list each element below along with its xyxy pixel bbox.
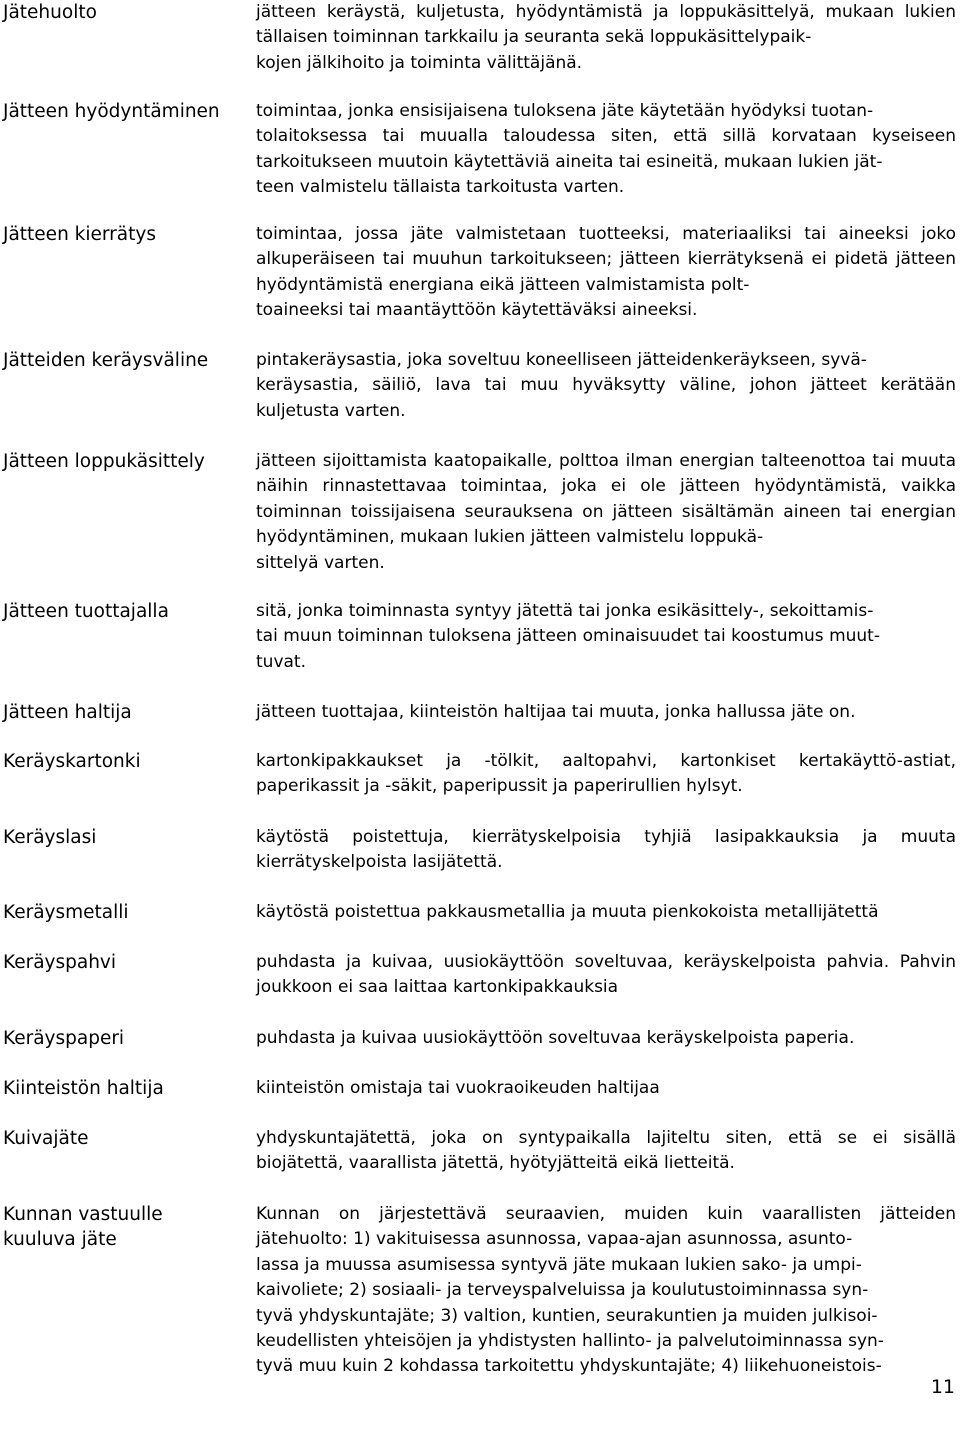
term-label: Keräyspahvi [3, 952, 117, 973]
term-label: Jätteen kierrätys [3, 224, 156, 245]
term-label: Jätehuolto [3, 2, 97, 23]
term-label: Keräyskartonki [3, 751, 141, 772]
term-label: Jätteen haltija [3, 702, 132, 723]
term-label: Keräysmetalli [3, 902, 129, 923]
term-definition: käytöstä poistettuja, kierrätyskelpoisia tyhjiä lasipakkauksia ja muuta kierrätyskelpoista lasijätettä. [256, 827, 956, 873]
term-definition: toimintaa, jonka ensisijaisena tuloksena jäte käytetään hyödyksi tuotan- tolaitoksessa tai muualla taloudessa siten, että sillä korvataan kyseiseen tarkoitukseen muutoin käytettäviä aineita tai esineitä, mukaan lukien jät- teen valmistelu tällaista tarkoitusta varten. [256, 101, 956, 198]
term-definition: jätteen sijoittamista kaatopaikalle, polttoa ilman energian talteenottoa tai muuta näihin rinnastettavaa toimintaa, joka ei ole jätteen hyödyntämistä, vaikka toiminnan toissijaisena seurauksena on jätteen sisältämän aineen tai energian hyödyntäminen, mukaan lukien jätteen valmistelu loppukä- sittelyä varten. [256, 451, 956, 573]
term-definition: puhdasta ja kuivaa uusiokäyttöön soveltuvaa keräyskelpoista paperia. [256, 1028, 855, 1048]
term-definition: kiinteistön omistaja tai vuokraoikeuden haltijaa [256, 1078, 660, 1098]
term-definition: pintakeräysastia, joka soveltuu koneelliseen jätteidenkeräykseen, syvä- keräysastia, säiliö, lava tai muu hyväksytty väline, johon jätteet kerätään kuljetusta varten. [256, 350, 956, 421]
term-label: Jätteen tuottajalla [3, 601, 169, 622]
term-definition: yhdyskuntajätettä, joka on syntypaikalla lajiteltu siten, että se ei sisällä biojätettä, vaarallista jätettä, hyötyjätteitä eikä lietteitä. [256, 1128, 956, 1174]
term-label: Keräyslasi [3, 827, 97, 848]
term-definition: jätteen keräystä, kuljetusta, hyödyntämistä ja loppukäsittelyä, mukaan lukien tällaisen toiminnan tarkkailu ja seuranta sekä loppukäsittelypaik- kojen jälkihoito ja toiminta välittäjänä. [256, 2, 956, 73]
term-label: Keräyspaperi [3, 1028, 125, 1049]
term-definition: puhdasta ja kuivaa, uusiokäyttöön soveltuvaa, keräyskelpoista pahvia. Pahvin joukkoon ei saa laittaa kartonkipakkauksia [256, 952, 956, 998]
term-definition: kartonkipakkaukset ja -tölkit, aaltopahvi, kartonkiset kertakäyttö-astiat, paperikassit ja -säkit, paperipussit ja paperirullien hylsyt. [256, 751, 956, 797]
term-definition: sitä, jonka toiminnasta syntyy jätettä tai jonka esikäsittely-, sekoittamis- tai muun toiminnan tuloksena jätteen ominaisuudet tai koostumus muut- tuvat. [256, 601, 880, 672]
term-definition: käytöstä poistettua pakkausmetallia ja muuta pienkokoista metallijätettä [256, 902, 879, 922]
term-label: Jätteen hyödyntäminen [3, 101, 220, 122]
page-number: 11 [930, 1376, 955, 1398]
term-label: Jätteiden keräysväline [3, 350, 209, 371]
term-definition: jätteen tuottajaa, kiinteistön haltijaa tai muuta, jonka hallussa jäte on. [256, 702, 856, 722]
term-label: Kuivajäte [3, 1128, 89, 1149]
term-label: Jätteen loppukäsittely [3, 451, 205, 472]
term-label: Kiinteistön haltija [3, 1078, 164, 1099]
term-definition: Kunnan on järjestettävä seuraavien, muiden kuin vaarallisten jätteiden jätehuolto: 1) vakituisessa asunnossa, vapaa-ajan asunnossa, asunto- lassa ja muussa asumisessa syntyvä jäte mukaan lukien sako- ja umpi- kaivoliete; 2) sosiaali- ja terveyspalveluissa ja koulutustoiminnassa syn- tyvä yhdyskuntajäte; 3) valtion, kuntien, seurakuntien ja muiden julkisoi- keudellisten yhteisöjen ja yhdistysten hallinto- ja palvelutoiminnassa syn- tyvä muu kuin 2 kohdassa tarkoitettu yhdyskuntajäte; 4) liikehuoneistois- [256, 1204, 956, 1377]
term-definition: toimintaa, jossa jäte valmistetaan tuotteeksi, materiaaliksi tai aineeksi joko alkuperäiseen tai muuhun tarkoitukseen; jätteen kierrätyksenä ei pidetä jätteen hyödyntämistä energiana eikä jätteen valmistamista polt- toaineeksi tai maantäyttöön käytettäväksi aineeksi. [256, 224, 956, 321]
term-label: Kunnan vastuulle kuuluva jäte [3, 1204, 163, 1250]
